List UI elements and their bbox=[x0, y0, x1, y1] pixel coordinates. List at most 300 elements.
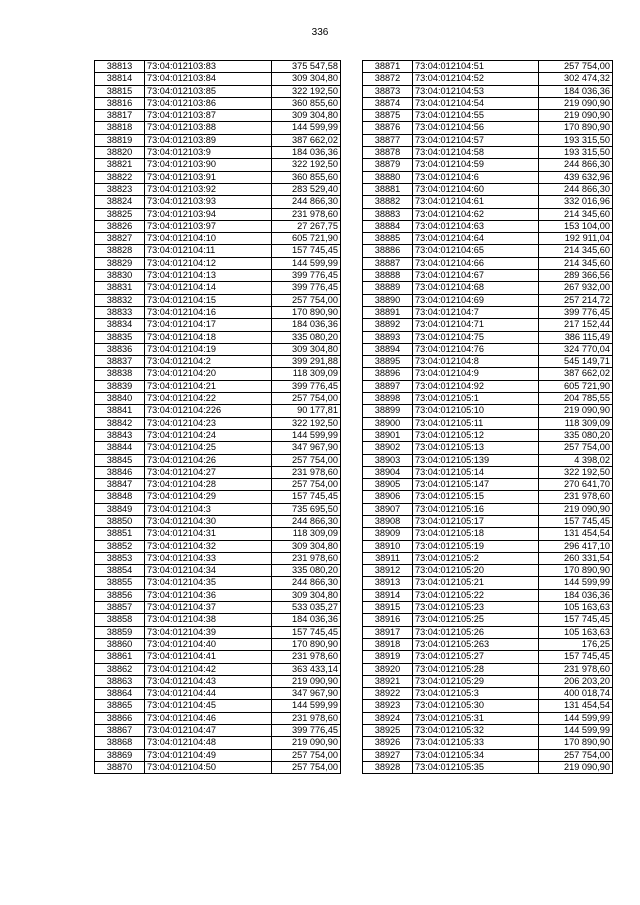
cadastral-value: 219 090,90 bbox=[539, 405, 613, 417]
table-row bbox=[363, 638, 613, 650]
cadastral-value: 302 474,32 bbox=[539, 73, 613, 85]
table-row bbox=[95, 183, 341, 195]
table-row bbox=[95, 749, 341, 761]
table-row bbox=[95, 343, 341, 355]
cadastral-number: 73:04:012104:12 bbox=[145, 257, 272, 269]
table-row bbox=[363, 626, 613, 638]
table-row bbox=[95, 761, 341, 773]
row-number: 38859 bbox=[95, 626, 145, 638]
row-number: 38900 bbox=[363, 417, 413, 429]
cadastral-number: 73:04:012103:93 bbox=[145, 196, 272, 208]
cadastral-number: 73:04:012104:26 bbox=[145, 454, 272, 466]
cadastral-value: 399 291,88 bbox=[272, 356, 341, 368]
cadastral-value: 399 776,45 bbox=[272, 725, 341, 737]
row-number: 38916 bbox=[363, 614, 413, 626]
row-number: 38928 bbox=[363, 761, 413, 773]
cadastral-value: 347 967,90 bbox=[272, 688, 341, 700]
cadastral-number: 73:04:012104:16 bbox=[145, 306, 272, 318]
row-number: 38849 bbox=[95, 503, 145, 515]
cadastral-value: 257 754,00 bbox=[272, 761, 341, 773]
cadastral-value: 260 331,54 bbox=[539, 552, 613, 564]
cadastral-value: 257 754,00 bbox=[539, 442, 613, 454]
row-number: 38826 bbox=[95, 220, 145, 232]
cadastral-value: 90 177,81 bbox=[272, 405, 341, 417]
cadastral-value: 439 632,96 bbox=[539, 171, 613, 183]
row-number: 38893 bbox=[363, 331, 413, 343]
row-number: 38913 bbox=[363, 577, 413, 589]
cadastral-value: 335 080,20 bbox=[272, 331, 341, 343]
row-number: 38831 bbox=[95, 282, 145, 294]
table-row bbox=[363, 651, 613, 663]
cadastral-number: 73:04:012105:32 bbox=[413, 725, 539, 737]
cadastral-value: 153 104,00 bbox=[539, 220, 613, 232]
row-number: 38828 bbox=[95, 245, 145, 257]
row-number: 38836 bbox=[95, 343, 145, 355]
table-row bbox=[363, 282, 613, 294]
table-row bbox=[363, 196, 613, 208]
table-row bbox=[95, 220, 341, 232]
row-number: 38927 bbox=[363, 749, 413, 761]
cadastral-number: 73:04:012104:75 bbox=[413, 331, 539, 343]
table-row bbox=[95, 515, 341, 527]
cadastral-value: 157 745,45 bbox=[539, 515, 613, 527]
row-number: 38865 bbox=[95, 700, 145, 712]
cadastral-number: 73:04:012104:56 bbox=[413, 122, 539, 134]
table-row bbox=[363, 749, 613, 761]
cadastral-value: 144 599,99 bbox=[539, 712, 613, 724]
table-row bbox=[363, 343, 613, 355]
cadastral-value: 387 662,02 bbox=[272, 134, 341, 146]
row-number: 38818 bbox=[95, 122, 145, 134]
table-row bbox=[95, 208, 341, 220]
cadastral-number: 73:04:012105:2 bbox=[413, 552, 539, 564]
table-row bbox=[95, 479, 341, 491]
cadastral-value: 267 932,00 bbox=[539, 282, 613, 294]
row-number: 38903 bbox=[363, 454, 413, 466]
table-row bbox=[95, 602, 341, 614]
cadastral-value: 400 018,74 bbox=[539, 688, 613, 700]
cadastral-value: 231 978,60 bbox=[272, 552, 341, 564]
table-row bbox=[363, 134, 613, 146]
row-number: 38878 bbox=[363, 147, 413, 159]
cadastral-value: 399 776,45 bbox=[539, 306, 613, 318]
cadastral-value: 257 214,72 bbox=[539, 294, 613, 306]
table-row bbox=[363, 220, 613, 232]
row-number: 38830 bbox=[95, 270, 145, 282]
cadastral-number: 73:04:012104:3 bbox=[145, 503, 272, 515]
cadastral-number: 73:04:012105:139 bbox=[413, 454, 539, 466]
row-number: 38926 bbox=[363, 737, 413, 749]
cadastral-value: 184 036,36 bbox=[539, 589, 613, 601]
row-number: 38816 bbox=[95, 97, 145, 109]
cadastral-number: 73:04:012104:6 bbox=[413, 171, 539, 183]
cadastral-number: 73:04:012104:71 bbox=[413, 319, 539, 331]
row-number: 38858 bbox=[95, 614, 145, 626]
table-row bbox=[95, 638, 341, 650]
table-row bbox=[95, 122, 341, 134]
cadastral-number: 73:04:012103:89 bbox=[145, 134, 272, 146]
row-number: 38906 bbox=[363, 491, 413, 503]
cadastral-value: 399 776,45 bbox=[272, 380, 341, 392]
table-row bbox=[95, 233, 341, 245]
cadastral-number: 73:04:012104:13 bbox=[145, 270, 272, 282]
row-number: 38863 bbox=[95, 675, 145, 687]
row-number: 38867 bbox=[95, 725, 145, 737]
row-number: 38823 bbox=[95, 183, 145, 195]
cadastral-number: 73:04:012104:21 bbox=[145, 380, 272, 392]
row-number: 38909 bbox=[363, 528, 413, 540]
row-number: 38845 bbox=[95, 454, 145, 466]
row-number: 38877 bbox=[363, 134, 413, 146]
table-row bbox=[363, 442, 613, 454]
row-number: 38885 bbox=[363, 233, 413, 245]
cadastral-number: 73:04:012105:28 bbox=[413, 663, 539, 675]
cadastral-number: 73:04:012103:9 bbox=[145, 147, 272, 159]
cadastral-number: 73:04:012104:41 bbox=[145, 651, 272, 663]
cadastral-number: 73:04:012105:3 bbox=[413, 688, 539, 700]
cadastral-value: 231 978,60 bbox=[272, 466, 341, 478]
row-number: 38875 bbox=[363, 110, 413, 122]
cadastral-number: 73:04:012103:84 bbox=[145, 73, 272, 85]
cadastral-number: 73:04:012103:86 bbox=[145, 97, 272, 109]
cadastral-value: 605 721,90 bbox=[539, 380, 613, 392]
row-number: 38912 bbox=[363, 565, 413, 577]
cadastral-number: 73:04:012104:65 bbox=[413, 245, 539, 257]
cadastral-value: 322 192,50 bbox=[539, 466, 613, 478]
row-number: 38898 bbox=[363, 393, 413, 405]
cadastral-number: 73:04:012104:29 bbox=[145, 491, 272, 503]
cadastral-value: 257 754,00 bbox=[272, 479, 341, 491]
table-row bbox=[363, 737, 613, 749]
row-number: 38860 bbox=[95, 638, 145, 650]
cadastral-value: 214 345,60 bbox=[539, 245, 613, 257]
cadastral-number: 73:04:012104:46 bbox=[145, 712, 272, 724]
cadastral-value: 231 978,60 bbox=[539, 491, 613, 503]
cadastral-number: 73:04:012104:44 bbox=[145, 688, 272, 700]
row-number: 38846 bbox=[95, 466, 145, 478]
table-row bbox=[363, 245, 613, 257]
table-row bbox=[363, 306, 613, 318]
cadastral-number: 73:04:012104:49 bbox=[145, 749, 272, 761]
table-row bbox=[363, 515, 613, 527]
cadastral-value: 219 090,90 bbox=[539, 97, 613, 109]
cadastral-number: 73:04:012105:35 bbox=[413, 761, 539, 773]
cadastral-value: 214 345,60 bbox=[539, 208, 613, 220]
cadastral-value: 219 090,90 bbox=[539, 761, 613, 773]
cadastral-value: 214 345,60 bbox=[539, 257, 613, 269]
cadastral-value: 27 267,75 bbox=[272, 220, 341, 232]
table-row bbox=[363, 540, 613, 552]
row-number: 38861 bbox=[95, 651, 145, 663]
row-number: 38829 bbox=[95, 257, 145, 269]
cadastral-value: 360 855,60 bbox=[272, 97, 341, 109]
row-number: 38902 bbox=[363, 442, 413, 454]
cadastral-number: 73:04:012104:61 bbox=[413, 196, 539, 208]
cadastral-number: 73:04:012104:33 bbox=[145, 552, 272, 564]
cadastral-value: 533 035,27 bbox=[272, 602, 341, 614]
cadastral-value: 184 036,36 bbox=[272, 614, 341, 626]
row-number: 38834 bbox=[95, 319, 145, 331]
cadastral-value: 605 721,90 bbox=[272, 233, 341, 245]
table-row bbox=[95, 97, 341, 109]
table-row bbox=[363, 159, 613, 171]
cadastral-number: 73:04:012104:54 bbox=[413, 97, 539, 109]
cadastral-number: 73:04:012104:19 bbox=[145, 343, 272, 355]
table-row bbox=[95, 159, 341, 171]
table-row bbox=[95, 147, 341, 159]
cadastral-number: 73:04:012105:30 bbox=[413, 700, 539, 712]
cadastral-number: 73:04:012105:1 bbox=[413, 393, 539, 405]
row-number: 38870 bbox=[95, 761, 145, 773]
cadastral-value: 296 417,10 bbox=[539, 540, 613, 552]
row-number: 38868 bbox=[95, 737, 145, 749]
table-row bbox=[95, 589, 341, 601]
table-row bbox=[95, 306, 341, 318]
cadastral-value: 131 454,54 bbox=[539, 528, 613, 540]
row-number: 38851 bbox=[95, 528, 145, 540]
cadastral-value: 335 080,20 bbox=[272, 565, 341, 577]
cadastral-value: 118 309,09 bbox=[272, 528, 341, 540]
cadastral-value: 387 662,02 bbox=[539, 368, 613, 380]
cadastral-number: 73:04:012104:25 bbox=[145, 442, 272, 454]
row-number: 38901 bbox=[363, 429, 413, 441]
cadastral-value: 192 911,04 bbox=[539, 233, 613, 245]
row-number: 38890 bbox=[363, 294, 413, 306]
cadastral-value: 309 304,80 bbox=[272, 343, 341, 355]
cadastral-value: 184 036,36 bbox=[272, 319, 341, 331]
row-number: 38837 bbox=[95, 356, 145, 368]
cadastral-value: 257 754,00 bbox=[272, 749, 341, 761]
row-number: 38869 bbox=[95, 749, 145, 761]
cadastral-number: 73:04:012104:92 bbox=[413, 380, 539, 392]
cadastral-value: 545 149,71 bbox=[539, 356, 613, 368]
row-number: 38923 bbox=[363, 700, 413, 712]
cadastral-number: 73:04:012105:17 bbox=[413, 515, 539, 527]
cadastral-number: 73:04:012104:50 bbox=[145, 761, 272, 773]
register-table-right-body bbox=[363, 61, 613, 774]
cadastral-value: 4 398,02 bbox=[539, 454, 613, 466]
cadastral-number: 73:04:012104:59 bbox=[413, 159, 539, 171]
cadastral-number: 73:04:012105:15 bbox=[413, 491, 539, 503]
cadastral-number: 73:04:012104:38 bbox=[145, 614, 272, 626]
table-row bbox=[95, 712, 341, 724]
table-row bbox=[95, 442, 341, 454]
cadastral-number: 73:04:012104:18 bbox=[145, 331, 272, 343]
cadastral-value: 309 304,80 bbox=[272, 589, 341, 601]
cadastral-value: 131 454,54 bbox=[539, 700, 613, 712]
cadastral-value: 170 890,90 bbox=[539, 565, 613, 577]
cadastral-number: 73:04:012104:11 bbox=[145, 245, 272, 257]
table-row bbox=[363, 454, 613, 466]
table-row bbox=[363, 85, 613, 97]
cadastral-value: 219 090,90 bbox=[272, 737, 341, 749]
row-number: 38821 bbox=[95, 159, 145, 171]
cadastral-number: 73:04:012104:9 bbox=[413, 368, 539, 380]
cadastral-value: 289 366,56 bbox=[539, 270, 613, 282]
table-row bbox=[95, 270, 341, 282]
cadastral-number: 73:04:012104:43 bbox=[145, 675, 272, 687]
cadastral-value: 217 152,44 bbox=[539, 319, 613, 331]
row-number: 38855 bbox=[95, 577, 145, 589]
cadastral-number: 73:04:012103:83 bbox=[145, 61, 272, 73]
cadastral-value: 283 529,40 bbox=[272, 183, 341, 195]
row-number: 38883 bbox=[363, 208, 413, 220]
table-row bbox=[95, 614, 341, 626]
cadastral-number: 73:04:012104:35 bbox=[145, 577, 272, 589]
cadastral-value: 176,25 bbox=[539, 638, 613, 650]
cadastral-number: 73:04:012103:87 bbox=[145, 110, 272, 122]
cadastral-number: 73:04:012105:31 bbox=[413, 712, 539, 724]
cadastral-number: 73:04:012104:10 bbox=[145, 233, 272, 245]
cadastral-value: 375 547,58 bbox=[272, 61, 341, 73]
cadastral-value: 363 433,14 bbox=[272, 663, 341, 675]
table-row bbox=[363, 479, 613, 491]
cadastral-number: 73:04:012104:40 bbox=[145, 638, 272, 650]
cadastral-value: 231 978,60 bbox=[272, 208, 341, 220]
table-row bbox=[95, 61, 341, 73]
cadastral-value: 309 304,80 bbox=[272, 110, 341, 122]
cadastral-number: 73:04:012105:34 bbox=[413, 749, 539, 761]
cadastral-number: 73:04:012104:17 bbox=[145, 319, 272, 331]
table-row bbox=[363, 589, 613, 601]
table-row bbox=[95, 85, 341, 97]
table-row bbox=[363, 405, 613, 417]
table-row bbox=[363, 761, 613, 773]
cadastral-number: 73:04:012105:263 bbox=[413, 638, 539, 650]
cadastral-number: 73:04:012104:51 bbox=[413, 61, 539, 73]
cadastral-value: 204 785,55 bbox=[539, 393, 613, 405]
cadastral-value: 231 978,60 bbox=[272, 651, 341, 663]
row-number: 38904 bbox=[363, 466, 413, 478]
table-row bbox=[95, 171, 341, 183]
cadastral-number: 73:04:012104:226 bbox=[145, 405, 272, 417]
cadastral-value: 219 090,90 bbox=[539, 503, 613, 515]
table-row bbox=[363, 466, 613, 478]
row-number: 38819 bbox=[95, 134, 145, 146]
cadastral-value: 399 776,45 bbox=[272, 270, 341, 282]
row-number: 38873 bbox=[363, 85, 413, 97]
cadastral-number: 73:04:012104:2 bbox=[145, 356, 272, 368]
cadastral-number: 73:04:012105:13 bbox=[413, 442, 539, 454]
cadastral-value: 309 304,80 bbox=[272, 540, 341, 552]
row-number: 38907 bbox=[363, 503, 413, 515]
cadastral-number: 73:04:012104:15 bbox=[145, 294, 272, 306]
cadastral-value: 231 978,60 bbox=[272, 712, 341, 724]
cadastral-number: 73:04:012104:62 bbox=[413, 208, 539, 220]
row-number: 38857 bbox=[95, 602, 145, 614]
table-row bbox=[363, 233, 613, 245]
table-row bbox=[95, 429, 341, 441]
cadastral-value: 231 978,60 bbox=[539, 663, 613, 675]
cadastral-value: 257 754,00 bbox=[539, 749, 613, 761]
table-row bbox=[363, 552, 613, 564]
cadastral-value: 360 855,60 bbox=[272, 171, 341, 183]
table-row bbox=[95, 405, 341, 417]
table-row bbox=[363, 393, 613, 405]
cadastral-number: 73:04:012105:29 bbox=[413, 675, 539, 687]
cadastral-value: 322 192,50 bbox=[272, 159, 341, 171]
cadastral-number: 73:04:012104:55 bbox=[413, 110, 539, 122]
cadastral-value: 335 080,20 bbox=[539, 429, 613, 441]
cadastral-number: 73:04:012104:31 bbox=[145, 528, 272, 540]
cadastral-number: 73:04:012105:33 bbox=[413, 737, 539, 749]
table-row bbox=[363, 356, 613, 368]
table-row bbox=[95, 356, 341, 368]
table-row bbox=[95, 73, 341, 85]
cadastral-value: 206 203,20 bbox=[539, 675, 613, 687]
row-number: 38874 bbox=[363, 97, 413, 109]
cadastral-number: 73:04:012104:7 bbox=[413, 306, 539, 318]
row-number: 38847 bbox=[95, 479, 145, 491]
row-number: 38872 bbox=[363, 73, 413, 85]
table-row bbox=[363, 663, 613, 675]
table-row bbox=[95, 368, 341, 380]
table-row bbox=[363, 380, 613, 392]
cadastral-value: 105 163,63 bbox=[539, 602, 613, 614]
row-number: 38891 bbox=[363, 306, 413, 318]
cadastral-number: 73:04:012105:22 bbox=[413, 589, 539, 601]
table-row bbox=[95, 577, 341, 589]
table-row bbox=[95, 245, 341, 257]
table-row bbox=[363, 122, 613, 134]
row-number: 38896 bbox=[363, 368, 413, 380]
cadastral-value: 257 754,00 bbox=[272, 454, 341, 466]
row-number: 38813 bbox=[95, 61, 145, 73]
row-number: 38840 bbox=[95, 393, 145, 405]
table-row bbox=[363, 429, 613, 441]
cadastral-number: 73:04:012105:12 bbox=[413, 429, 539, 441]
cadastral-number: 73:04:012103:90 bbox=[145, 159, 272, 171]
row-number: 38897 bbox=[363, 380, 413, 392]
row-number: 38856 bbox=[95, 589, 145, 601]
table-row bbox=[95, 540, 341, 552]
table-row bbox=[363, 147, 613, 159]
row-number: 38894 bbox=[363, 343, 413, 355]
table-row bbox=[363, 602, 613, 614]
table-row bbox=[95, 282, 341, 294]
table-row bbox=[95, 196, 341, 208]
cadastral-value: 244 866,30 bbox=[539, 183, 613, 195]
table-row bbox=[95, 294, 341, 306]
row-number: 38884 bbox=[363, 220, 413, 232]
page-number: 336 bbox=[311, 27, 329, 38]
cadastral-number: 73:04:012103:92 bbox=[145, 183, 272, 195]
row-number: 38853 bbox=[95, 552, 145, 564]
row-number: 38921 bbox=[363, 675, 413, 687]
cadastral-number: 73:04:012105:20 bbox=[413, 565, 539, 577]
cadastral-value: 144 599,99 bbox=[539, 577, 613, 589]
cadastral-number: 73:04:012104:27 bbox=[145, 466, 272, 478]
table-row bbox=[95, 466, 341, 478]
cadastral-value: 244 866,30 bbox=[272, 577, 341, 589]
cadastral-number: 73:04:012103:88 bbox=[145, 122, 272, 134]
register-table-left bbox=[94, 60, 341, 774]
row-number: 38886 bbox=[363, 245, 413, 257]
table-row bbox=[95, 491, 341, 503]
cadastral-number: 73:04:012103:94 bbox=[145, 208, 272, 220]
cadastral-number: 73:04:012104:64 bbox=[413, 233, 539, 245]
row-number: 38920 bbox=[363, 663, 413, 675]
cadastral-value: 118 309,09 bbox=[539, 417, 613, 429]
row-number: 38887 bbox=[363, 257, 413, 269]
cadastral-value: 144 599,99 bbox=[272, 700, 341, 712]
cadastral-value: 170 890,90 bbox=[272, 638, 341, 650]
cadastral-value: 322 192,50 bbox=[272, 417, 341, 429]
cadastral-value: 170 890,90 bbox=[272, 306, 341, 318]
row-number: 38825 bbox=[95, 208, 145, 220]
cadastral-number: 73:04:012104:57 bbox=[413, 134, 539, 146]
cadastral-number: 73:04:012105:26 bbox=[413, 626, 539, 638]
